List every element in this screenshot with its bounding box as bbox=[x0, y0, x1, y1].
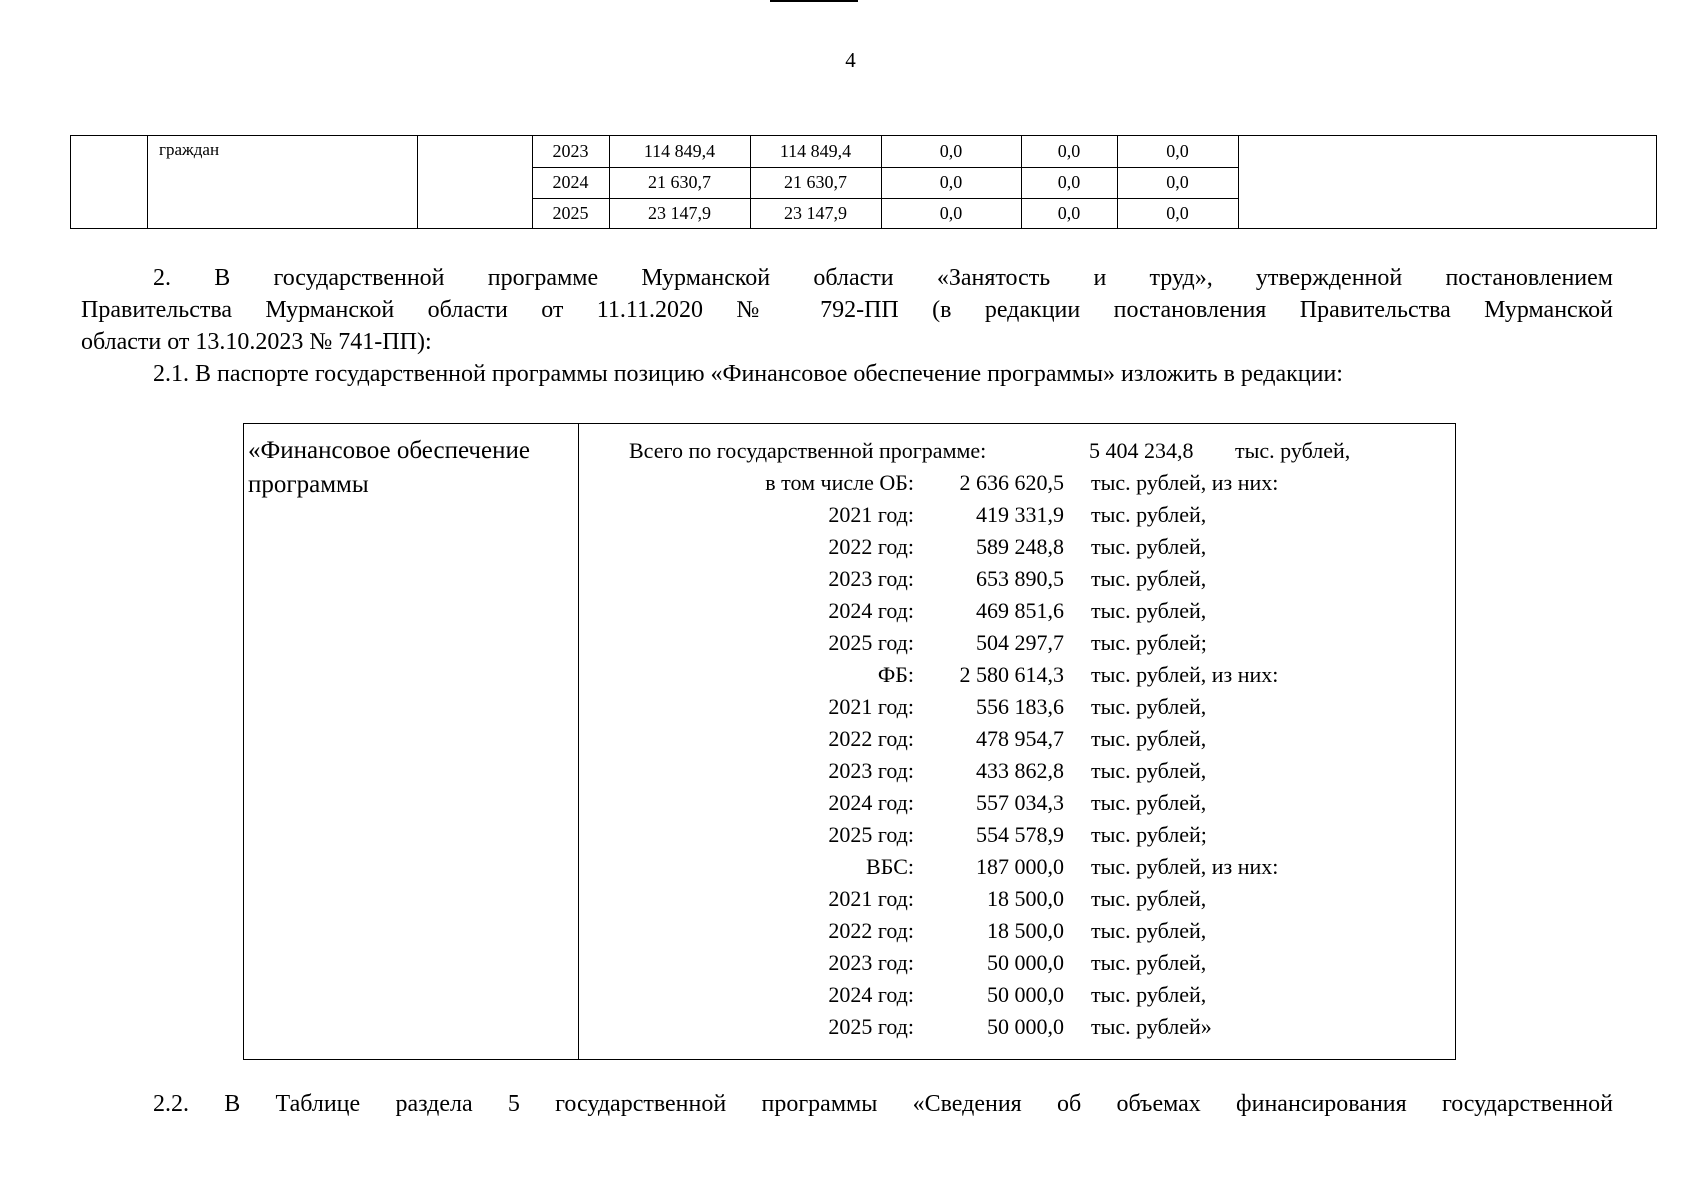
value-cell: 0,0 bbox=[1057, 172, 1081, 192]
continuation-table bbox=[70, 135, 1657, 229]
passport-line-unit: тыс. рублей; bbox=[1091, 822, 1207, 847]
passport-line-unit: тыс. рублей; bbox=[1091, 630, 1207, 655]
passport-line-unit: тыс. рублей» bbox=[1091, 1014, 1212, 1039]
table-row bbox=[532, 198, 1238, 229]
passport-line-unit: тыс. рублей, bbox=[1091, 694, 1207, 719]
table-row bbox=[532, 167, 1238, 198]
passport-line bbox=[244, 819, 1454, 851]
passport-line-unit: тыс. рублей, из них: bbox=[1091, 470, 1279, 495]
page-number: 4 bbox=[845, 48, 856, 72]
passport-line-unit: тыс. рублей, bbox=[1091, 982, 1207, 1007]
paragraph-2-line-1: 2. В государственной программе Мурманской области «Занятость и труд», утвержденной постановлением bbox=[153, 265, 1613, 291]
table-divider bbox=[147, 136, 148, 228]
passport-line-value: 556 183,6 bbox=[976, 694, 1064, 719]
passport-line bbox=[244, 851, 1454, 883]
value-cell: 0,0 bbox=[1166, 141, 1189, 161]
paragraph-2-2: 2.2. В Таблице раздела 5 государственной программы «Сведения об объемах финансирования государственной bbox=[153, 1091, 1613, 1117]
passport-line bbox=[244, 947, 1454, 979]
table-divider bbox=[1238, 136, 1239, 228]
value-cell: 0,0 bbox=[1057, 203, 1081, 223]
value-cell: 0,0 bbox=[1166, 203, 1189, 223]
passport-line-value: 653 890,5 bbox=[976, 566, 1064, 591]
passport-line bbox=[244, 595, 1454, 627]
position-label-line-1: «Финансовое обеспечение bbox=[248, 437, 530, 464]
passport-line-label: 2024 год: bbox=[828, 982, 914, 1007]
paragraph-2-line-3: области от 13.10.2023 № 741-ПП): bbox=[81, 329, 432, 355]
passport-line-value: 433 862,8 bbox=[976, 758, 1064, 783]
value-cell: 114 849,4 bbox=[643, 141, 716, 161]
passport-line-value: 18 500,0 bbox=[987, 886, 1064, 911]
passport-line-unit: тыс. рублей, bbox=[1091, 598, 1207, 623]
passport-line-value: 187 000,0 bbox=[976, 854, 1064, 879]
value-cell: 0,0 bbox=[939, 203, 963, 223]
passport-line-label: 2023 год: bbox=[828, 566, 914, 591]
passport-line-value: 419 331,9 bbox=[976, 502, 1064, 527]
passport-line bbox=[244, 467, 1454, 499]
value-cell: 0,0 bbox=[1057, 141, 1081, 161]
passport-line bbox=[244, 979, 1454, 1011]
passport-line-value: 557 034,3 bbox=[976, 790, 1064, 815]
passport-line bbox=[244, 499, 1454, 531]
passport-line-label: ФБ: bbox=[877, 662, 914, 687]
passport-line bbox=[244, 659, 1454, 691]
passport-line-label: 2021 год: bbox=[828, 502, 914, 527]
table-row bbox=[532, 136, 1238, 167]
passport-line bbox=[244, 723, 1454, 755]
passport-line-label: 2024 год: bbox=[828, 790, 914, 815]
value-cell: 21 630,7 bbox=[648, 172, 711, 192]
passport-line-label: 2022 год: bbox=[828, 534, 914, 559]
paragraph-2-1: 2.1. В паспорте государственной программы позицию «Финансовое обеспечение программы» изложить в редакции: bbox=[153, 361, 1343, 387]
passport-line bbox=[244, 883, 1454, 915]
table-label: граждан bbox=[159, 140, 220, 159]
passport-line-value: 478 954,7 bbox=[976, 726, 1064, 751]
passport-line-label: 2025 год: bbox=[828, 630, 914, 655]
passport-line bbox=[244, 787, 1454, 819]
value-cell: 0,0 bbox=[939, 172, 963, 192]
passport-line-unit: тыс. рублей, bbox=[1091, 886, 1207, 911]
passport-line-unit: тыс. рублей, из них: bbox=[1091, 662, 1279, 687]
total-value: 5 404 234,8 bbox=[1089, 438, 1194, 463]
passport-line-unit: тыс. рублей, bbox=[1091, 726, 1207, 751]
passport-line-label: в том числе ОБ: bbox=[765, 470, 914, 495]
passport-line-label: 2023 год: bbox=[828, 950, 914, 975]
passport-line-label: 2021 год: bbox=[828, 886, 914, 911]
passport-line-unit: тыс. рублей, bbox=[1091, 566, 1207, 591]
passport-line bbox=[244, 531, 1454, 563]
total-label: Всего по государственной программе: bbox=[629, 438, 987, 463]
passport-line-label: 2022 год: bbox=[828, 726, 914, 751]
header-rule bbox=[770, 0, 858, 2]
passport-line-value: 2 636 620,5 bbox=[959, 470, 1064, 495]
passport-line bbox=[244, 915, 1454, 947]
passport-line-value: 469 851,6 bbox=[976, 598, 1064, 623]
passport-line-unit: тыс. рублей, bbox=[1091, 758, 1207, 783]
value-cell: 21 630,7 bbox=[784, 172, 847, 192]
passport-line-value: 2 580 614,3 bbox=[959, 662, 1064, 687]
passport-line-unit: тыс. рублей, bbox=[1091, 918, 1207, 943]
passport-line-value: 50 000,0 bbox=[987, 950, 1064, 975]
passport-line-value: 18 500,0 bbox=[987, 918, 1064, 943]
total-unit: тыс. рублей, bbox=[1235, 438, 1351, 463]
value-cell: 23 147,9 bbox=[648, 203, 711, 223]
value-cell: 0,0 bbox=[1166, 172, 1189, 192]
paragraph-2-line-2: Правительства Мурманской области от 11.11.2020 № 792-ПП (в редакции постановления Правительства Мурманской bbox=[81, 297, 1613, 323]
passport-line-label: 2025 год: bbox=[828, 822, 914, 847]
passport-line-unit: тыс. рублей, bbox=[1091, 790, 1207, 815]
year-cell: 2024 bbox=[552, 172, 589, 192]
passport-line-label: ВБС: bbox=[866, 854, 914, 879]
passport-line bbox=[244, 563, 1454, 595]
passport-line-unit: тыс. рублей, из них: bbox=[1091, 854, 1279, 879]
value-cell: 114 849,4 bbox=[779, 141, 852, 161]
passport-line-label: 2021 год: bbox=[828, 694, 914, 719]
passport-line-label: 2025 год: bbox=[828, 1014, 914, 1039]
passport-line-label: 2023 год: bbox=[828, 758, 914, 783]
value-cell: 23 147,9 bbox=[784, 203, 847, 223]
passport-line-label: 2022 год: bbox=[828, 918, 914, 943]
passport-line-unit: тыс. рублей, bbox=[1091, 502, 1207, 527]
passport-line-unit: тыс. рублей, bbox=[1091, 950, 1207, 975]
passport-line bbox=[244, 691, 1454, 723]
value-cell: 0,0 bbox=[939, 141, 963, 161]
passport-line-value: 50 000,0 bbox=[987, 1014, 1064, 1039]
passport-line bbox=[244, 755, 1454, 787]
passport-line-value: 50 000,0 bbox=[987, 982, 1064, 1007]
table-divider bbox=[417, 136, 418, 228]
passport-line-value: 589 248,8 bbox=[976, 534, 1064, 559]
passport-line bbox=[244, 1011, 1454, 1043]
year-cell: 2025 bbox=[552, 203, 589, 223]
passport-line-value: 554 578,9 bbox=[976, 822, 1064, 847]
total-row bbox=[629, 435, 1449, 467]
year-cell: 2023 bbox=[552, 141, 589, 161]
passport-line-label: 2024 год: bbox=[828, 598, 914, 623]
passport-table bbox=[243, 423, 1456, 1060]
position-label-line-2: программы bbox=[248, 471, 369, 498]
passport-line-unit: тыс. рублей, bbox=[1091, 534, 1207, 559]
passport-line bbox=[244, 627, 1454, 659]
passport-line-value: 504 297,7 bbox=[976, 630, 1064, 655]
